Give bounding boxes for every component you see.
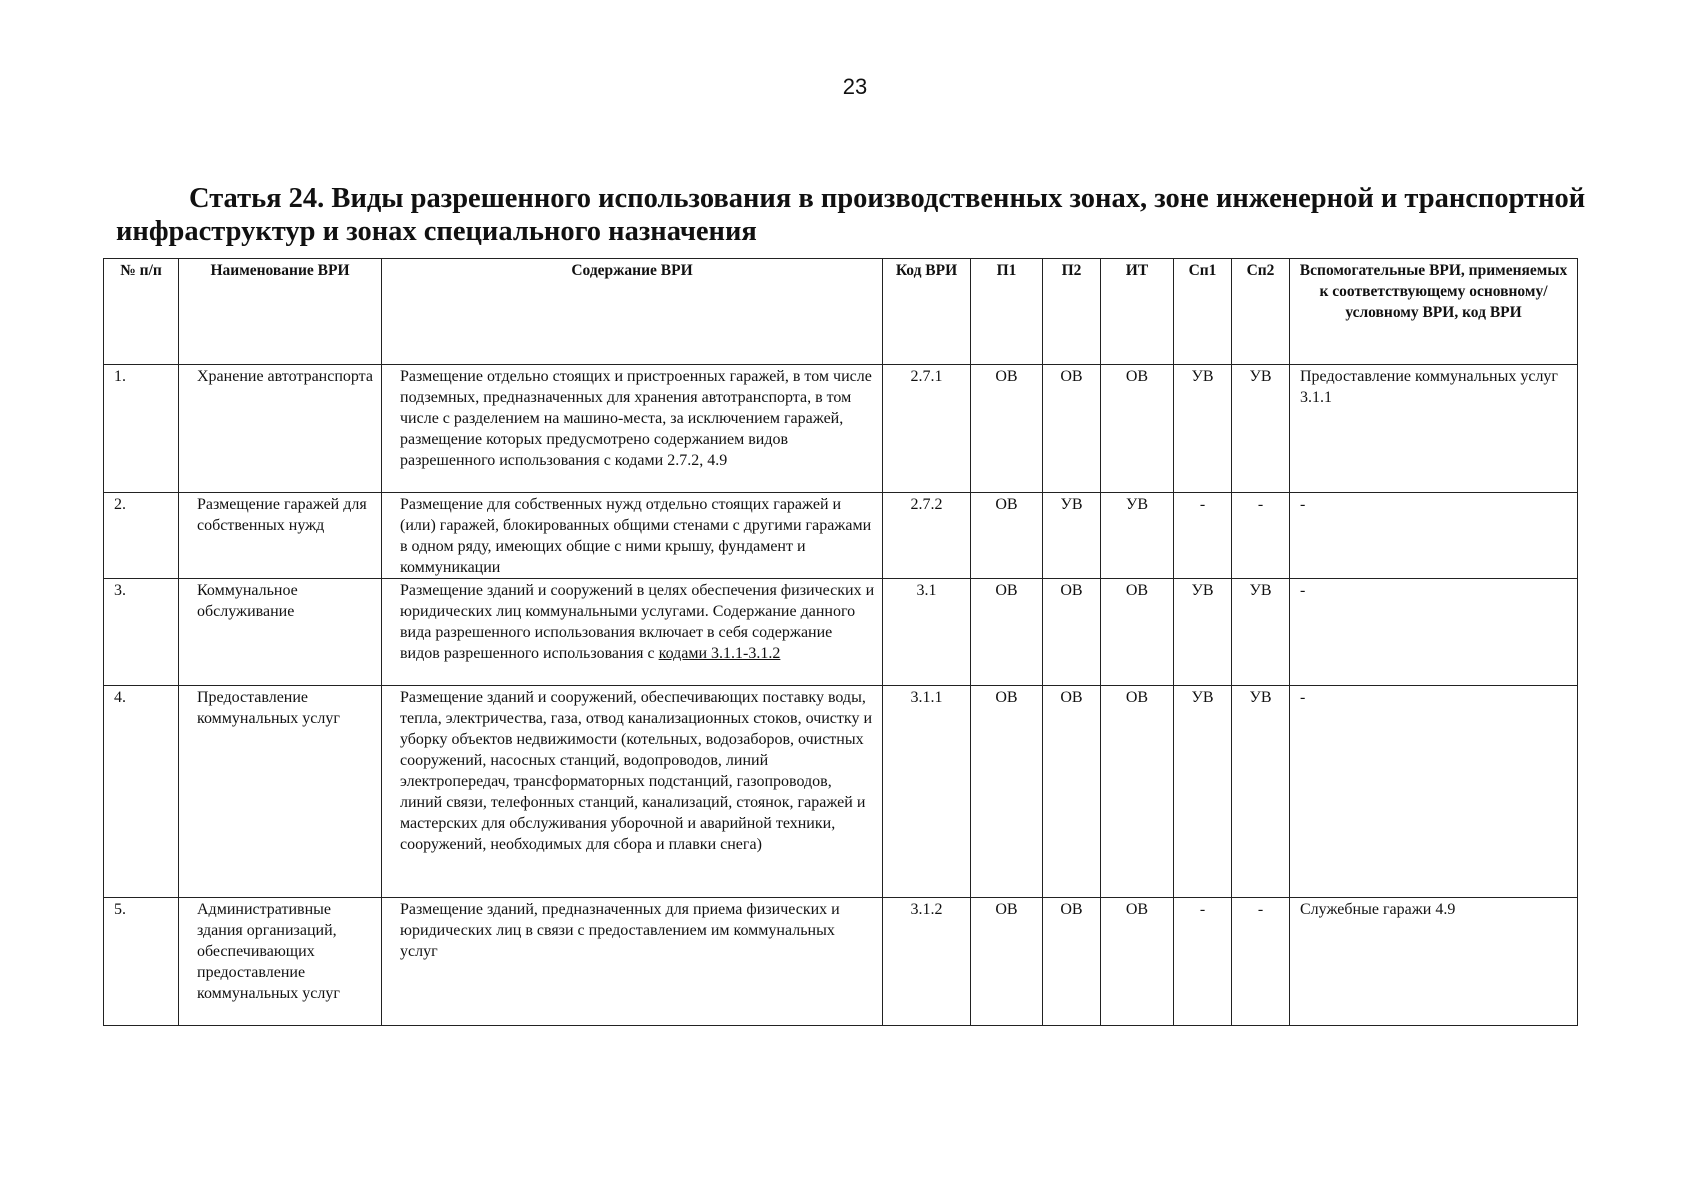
cell-it: ОВ — [1101, 365, 1174, 493]
cell-num: 1. — [104, 365, 179, 493]
cell-p1: ОВ — [971, 898, 1043, 1026]
vri-table — [103, 258, 1578, 1026]
table-header-row — [104, 259, 1578, 365]
cell-content: Размещение зданий, предназначенных для приема физических и юридических лиц в связи с предоставлением им коммунальных услуг — [382, 898, 883, 1026]
cell-it: ОВ — [1101, 686, 1174, 898]
cell-sp2: УВ — [1232, 579, 1290, 686]
cell-aux: - — [1290, 686, 1578, 898]
table-row — [104, 686, 1578, 898]
cell-content: Размещение отдельно стоящих и пристроенных гаражей, в том числе подземных, предназначенных для хранения автотранспорта, в том числе с разделением на машино-места, за исключением гаражей, размещение которых предусмотрено содержанием видов разрешенного использования с кодами 2.7.2, 4.9 — [382, 365, 883, 493]
cell-sp1: - — [1174, 493, 1232, 579]
cell-name: Размещение гаражей для собственных нужд — [179, 493, 382, 579]
header-aux: Вспомогательные ВРИ, применяемых к соответствующему основному/условному ВРИ, код ВРИ — [1290, 259, 1578, 365]
cell-sp1: - — [1174, 898, 1232, 1026]
cell-sp1: УВ — [1174, 365, 1232, 493]
code-range-link-text: кодами 3.1.1-3.1.2 — [658, 645, 781, 662]
cell-sp2: - — [1232, 898, 1290, 1026]
table-row — [104, 579, 1578, 686]
header-sp2: Сп2 — [1232, 259, 1290, 365]
cell-p2: ОВ — [1043, 365, 1101, 493]
cell-p1: ОВ — [971, 686, 1043, 898]
cell-content: Размещение для собственных нужд отдельно стоящих гаражей и (или) гаражей, блокированных общими стенами с другими гаражами в одном ряду, имеющих общие с ними крышу, фундамент и коммуникации — [382, 493, 883, 579]
cell-code: 2.7.2 — [883, 493, 971, 579]
cell-name: Коммунальное обслуживание — [179, 579, 382, 686]
cell-aux: - — [1290, 493, 1578, 579]
cell-num: 2. — [104, 493, 179, 579]
cell-sp2: УВ — [1232, 686, 1290, 898]
header-num: № п/п — [104, 259, 179, 365]
cell-sp2: УВ — [1232, 365, 1290, 493]
cell-aux: - — [1290, 579, 1578, 686]
cell-content — [382, 579, 883, 686]
table-row — [104, 365, 1578, 493]
cell-name: Предоставление коммунальных услуг — [179, 686, 382, 898]
cell-code: 3.1.1 — [883, 686, 971, 898]
cell-p2: ОВ — [1043, 579, 1101, 686]
cell-p1: ОВ — [971, 365, 1043, 493]
cell-num: 3. — [104, 579, 179, 686]
cell-sp1: УВ — [1174, 579, 1232, 686]
cell-code: 2.7.1 — [883, 365, 971, 493]
cell-p1: ОВ — [971, 579, 1043, 686]
cell-it: ОВ — [1101, 579, 1174, 686]
header-code: Код ВРИ — [883, 259, 971, 365]
cell-num: 4. — [104, 686, 179, 898]
cell-code: 3.1 — [883, 579, 971, 686]
table-row — [104, 493, 1578, 579]
cell-content-text: Размещение зданий и сооружений в целях обеспечения физических и юридических лиц коммунальными услугами. Содержание данного вида разрешенного использования включает в себя содержание видов разрешенного использования с — [400, 582, 875, 662]
cell-p2: УВ — [1043, 493, 1101, 579]
header-p2: П2 — [1043, 259, 1101, 365]
page-number: 23 — [842, 74, 868, 99]
cell-num: 5. — [104, 898, 179, 1026]
cell-sp1: УВ — [1174, 686, 1232, 898]
cell-content: Размещение зданий и сооружений, обеспечивающих поставку воды, тепла, электричества, газа, отвод канализационных стоков, очистку и уборку объектов недвижимости (котельных, водозаборов, очистных сооружений, насосных станций, водопроводов, линий электропередач, трансформаторных подстанций, газопроводов, линий связи, телефонных станций, канализаций, стоянок, гаражей и мастерских для обслуживания уборочной и аварийной техники, сооружений, необходимых для сбора и плавки снега) — [382, 686, 883, 898]
cell-aux: Предоставление коммунальных услуг 3.1.1 — [1290, 365, 1578, 493]
cell-p2: ОВ — [1043, 898, 1101, 1026]
header-name: Наименование ВРИ — [179, 259, 382, 365]
cell-code: 3.1.2 — [883, 898, 971, 1026]
header-content: Содержание ВРИ — [382, 259, 883, 365]
cell-sp2: - — [1232, 493, 1290, 579]
cell-it: ОВ — [1101, 898, 1174, 1026]
cell-p1: ОВ — [971, 493, 1043, 579]
cell-name: Хранение автотранспорта — [179, 365, 382, 493]
header-sp1: Сп1 — [1174, 259, 1232, 365]
table-row — [104, 898, 1578, 1026]
cell-name: Административные здания организаций, обеспечивающих предоставление коммунальных услуг — [179, 898, 382, 1026]
article-title: Статья 24. Виды разрешенного использования в производственных зонах, зоне инженерной и транспортной инфраструктур и зонах специального назначения — [116, 183, 1586, 247]
cell-p2: ОВ — [1043, 686, 1101, 898]
cell-it: УВ — [1101, 493, 1174, 579]
header-it: ИТ — [1101, 259, 1174, 365]
header-p1: П1 — [971, 259, 1043, 365]
cell-aux: Служебные гаражи 4.9 — [1290, 898, 1578, 1026]
